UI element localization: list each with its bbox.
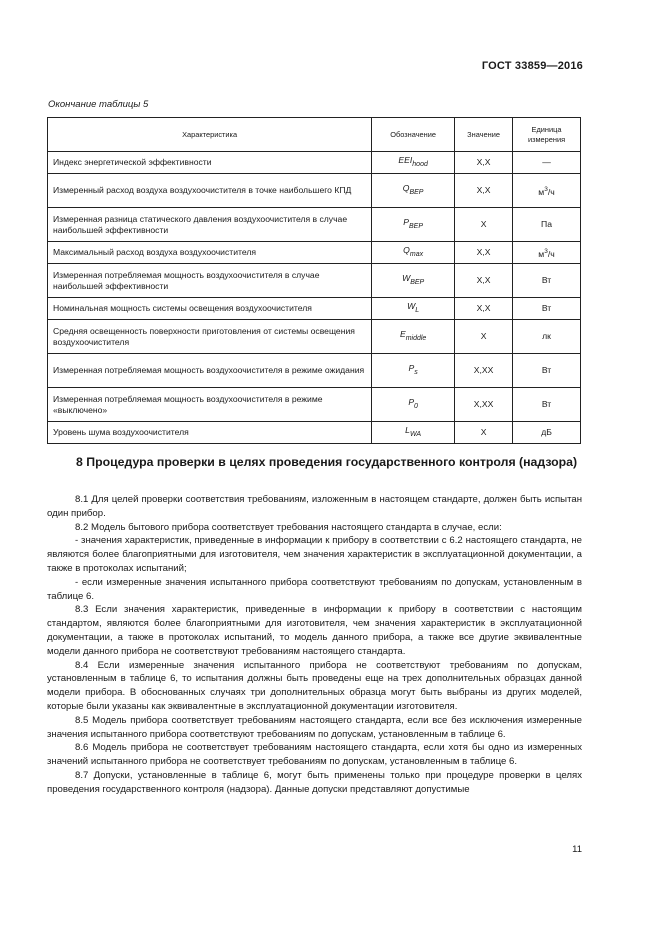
symbol-main: W	[407, 301, 416, 311]
characteristic-cell: Измеренный расход воздуха воздухоочистителя в точке наибольшего КПД	[48, 174, 372, 208]
column-header: Значение	[455, 118, 513, 152]
section-body	[47, 493, 582, 797]
unit-superscript: 3	[544, 185, 548, 193]
symbol-main: EEI	[398, 155, 413, 165]
symbol-main: P	[408, 397, 415, 407]
value-cell: X	[455, 208, 513, 242]
unit-tail: /ч	[547, 186, 555, 197]
paragraph: 8.1 Для целей проверки соответствия требованиям, изложенным в настоящем стандарте, должен быть испытан один прибор.	[47, 494, 582, 519]
symbol-subscript: BEP	[409, 189, 424, 196]
unit-main: м	[538, 186, 545, 197]
unit-main: Вт	[541, 275, 552, 285]
symbol-main: P	[408, 363, 415, 373]
paragraph: 8.4 Если измеренные значения испытанного прибора не соответствуют требованиям по допускам, установленным в таблице 6, то испытания должны быть проведены еще на трех дополнительных образцах данной модели прибора. В обоснованных случаях три дополнительных образца могут быть выбраны из других моделей, которые были указаны как эквивалентные в эксплуатационной документации изготовителя.	[47, 659, 582, 712]
unit-superscript: 3	[544, 247, 548, 255]
value-cell: X,XX	[455, 354, 513, 388]
value-cell: X,X	[455, 242, 513, 264]
unit-cell	[513, 298, 581, 320]
unit-main: —	[542, 157, 551, 167]
value-cell: X,X	[455, 298, 513, 320]
document-code: ГОСТ 33859—2016	[481, 60, 583, 72]
unit-cell	[513, 320, 581, 354]
paragraph: - если измеренные значения испытанного прибора соответствуют требованиям по допускам, установленным в таблице 6.	[47, 576, 582, 602]
characteristic-cell: Индекс энергетической эффективности	[48, 152, 372, 174]
column-header: Характеристика	[48, 118, 372, 152]
unit-cell	[513, 388, 581, 422]
symbol-cell	[372, 320, 455, 354]
symbol-cell	[372, 152, 455, 174]
paragraph: 8.7 Допуски, установленные в таблице 6, могут быть применены только при процедуре проверки в целях проведения государственного контроля (надзора). Данные допуски представляют допустимые	[47, 769, 582, 795]
symbol-main: E	[399, 329, 406, 339]
paragraph: - значения характеристик, приведенные в информации к прибору в соответствии с 6.2 настоящего стандарта, не являются более благоприятными для изготовителя, чем значения характеристик в эксплуатационной документации, а также в протоколах испытаний;	[47, 535, 582, 574]
unit-main: Вт	[541, 365, 552, 375]
symbol-main: L	[405, 425, 410, 435]
symbol-subscript: hood	[412, 161, 428, 168]
table-row	[48, 242, 581, 264]
symbol-cell	[372, 242, 455, 264]
characteristic-cell: Средняя освещенность поверхности приготовления от системы освещения воздухоочистителя	[48, 320, 372, 354]
table-row	[48, 152, 581, 174]
symbol-cell	[372, 264, 455, 298]
symbol-subscript: WA	[409, 431, 422, 438]
table-row	[48, 174, 581, 208]
column-header: Обозначение	[372, 118, 455, 152]
table-row	[48, 320, 581, 354]
symbol-cell	[372, 354, 455, 388]
unit-cell	[513, 208, 581, 242]
unit-main: м	[538, 248, 545, 259]
value-cell: X,X	[455, 152, 513, 174]
symbol-cell	[372, 422, 455, 444]
unit-main: лк	[542, 331, 551, 341]
symbol-main: P	[403, 217, 409, 227]
symbol-cell	[372, 174, 455, 208]
symbol-subscript: 0	[414, 403, 418, 410]
unit-cell	[513, 242, 581, 264]
value-cell: X	[455, 422, 513, 444]
characteristic-cell: Измеренная разница статического давления воздухоочистителя в случае наибольшей эффективности	[48, 208, 372, 242]
value-cell: X	[455, 320, 513, 354]
unit-main: Па	[541, 219, 552, 229]
value-cell: X,X	[455, 264, 513, 298]
section-title: 8 Процедура проверки в целях проведения государственного контроля (надзора)	[76, 455, 578, 469]
characteristic-cell: Уровень шума воздухоочистителя	[48, 422, 372, 444]
characteristic-cell: Номинальная мощность системы освещения воздухоочистителя	[48, 298, 372, 320]
symbol-subscript: s	[414, 369, 418, 376]
table-row	[48, 354, 581, 388]
paragraph: 8.2 Модель бытового прибора соответствует требования настоящего стандарта в случае, если:	[75, 521, 502, 533]
characteristic-cell: Измеренная потребляемая мощность воздухоочистителя в случае наибольшей эффективности	[48, 264, 372, 298]
unit-main: дБ	[541, 427, 552, 437]
characteristics-table	[47, 117, 581, 444]
unit-tail: /ч	[547, 248, 555, 259]
symbol-main: Q	[402, 183, 410, 193]
symbol-main: W	[402, 273, 411, 283]
paragraph: 8.3 Если значения характеристик, приведенные в информации к прибору в соответствии с настоящим стандартом, являются более благоприятными для изготовителя, чем значения характеристик в эксплуатационной документации, а также в протоколах испытаний, то модель данного прибора, а также все другие эквивалентные модели данного прибора не соответствуют требованиям настоящего стандарта.	[47, 604, 582, 657]
table-row	[48, 422, 581, 444]
symbol-cell	[372, 388, 455, 422]
unit-main: Вт	[541, 399, 552, 409]
symbol-subscript: BEP	[409, 223, 424, 230]
table-row	[48, 298, 581, 320]
value-cell: X,XX	[455, 388, 513, 422]
paragraph: 8.6 Модель прибора не соответствует требованиям настоящего стандарта, если хотя бы одно из измеренных значений испытанного прибора не соответствует требованиям по допускам, установленным в таблице 6.	[47, 742, 582, 768]
symbol-subscript: max	[409, 251, 424, 258]
value-cell: X,X	[455, 174, 513, 208]
symbol-cell	[372, 298, 455, 320]
characteristic-cell: Измеренная потребляемая мощность воздухоочистителя в режиме «выключено»	[48, 388, 372, 422]
unit-cell	[513, 174, 581, 208]
table-row	[48, 264, 581, 298]
table-caption: Окончание таблицы 5	[48, 99, 149, 110]
page-number: 11	[572, 844, 582, 855]
characteristic-cell: Измеренная потребляемая мощность воздухоочистителя в режиме ожидания	[48, 354, 372, 388]
table-header-row	[48, 118, 581, 152]
symbol-subscript: middle	[405, 335, 427, 342]
characteristic-cell: Максимальный расход воздуха воздухоочистителя	[48, 242, 372, 264]
unit-cell	[513, 422, 581, 444]
table-row	[48, 208, 581, 242]
unit-cell	[513, 152, 581, 174]
column-header: Единица измерения	[513, 118, 581, 152]
unit-cell	[513, 354, 581, 388]
table-row	[48, 388, 581, 422]
unit-main: Вт	[541, 303, 552, 313]
symbol-subscript: L	[415, 307, 420, 314]
symbol-subscript: BEP	[410, 279, 425, 286]
symbol-cell	[372, 208, 455, 242]
unit-cell	[513, 264, 581, 298]
symbol-main: Q	[403, 245, 410, 255]
paragraph: 8.5 Модель прибора соответствует требованиям настоящего стандарта, если все без исключения измеренные значения испытанного прибора соответствуют требованиям по допускам, установленным в таблице 6.	[47, 714, 582, 740]
